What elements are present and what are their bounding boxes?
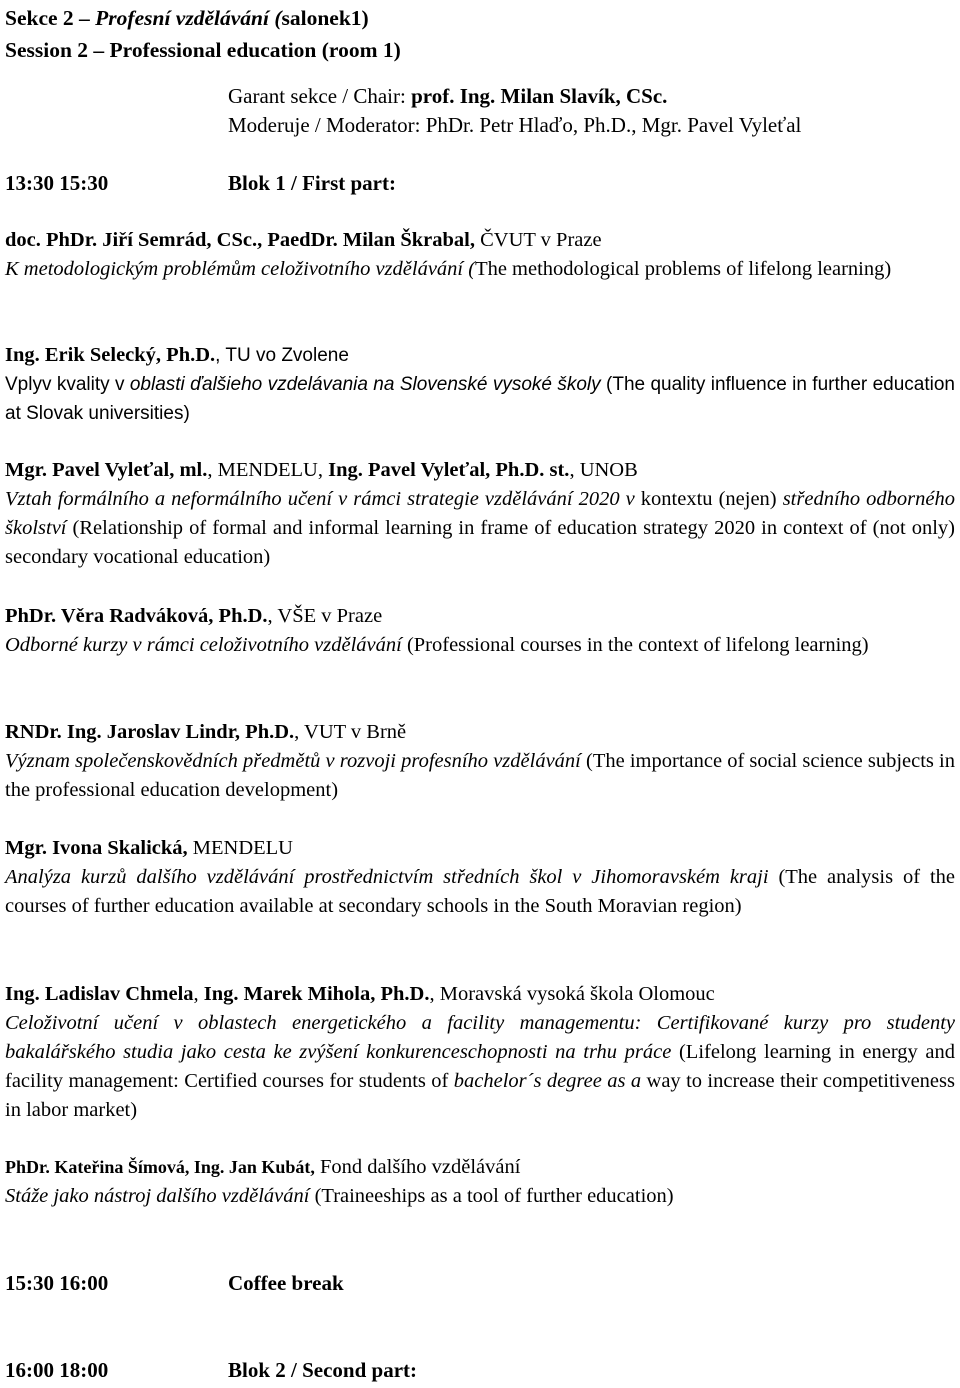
talk-6	[5, 834, 955, 921]
talk-title: Analýza kurzů dalšího vzdělávání prostřednictvím středních škol v Jihomoravském kraji (The analysis of the courses of further education available at secondary schools in the South Moravian region)	[5, 866, 955, 917]
break-row	[5, 1268, 344, 1298]
talk-authors: PhDr. Věra Radváková, Ph.D., VŠE v Praze	[5, 605, 383, 627]
talk-authors: Mgr. Ivona Skalická, MENDELU	[5, 837, 293, 859]
talk-title: Celoživotní učení v oblastech energetického a facility managementu: Certifikované kurzy pro studenty bakalářského studia jako cesta ke zvýšení konkurenceschopnosti na trhu práce (Lifelong learning in energy and facility management: Certified courses for students of bachelor´s degree as a way to increase their competitiveness in labor market)	[5, 1012, 955, 1121]
section-title-en: Session 2 – Professional education (room 1)	[5, 38, 401, 62]
talk-title: Vplyv kvality v oblasti ďalšieho vzdelávania na Slovenské vysoké školy (The quality influence in further education at Slovak universities)	[5, 374, 955, 424]
chair-info	[228, 82, 801, 140]
chair-line: Garant sekce / Chair: prof. Ing. Milan Slavík, CSc.	[228, 84, 668, 108]
talk-8	[5, 1153, 955, 1211]
talk-authors: Ing. Erik Selecký, Ph.D., TU vo Zvolene	[5, 344, 349, 366]
block1-time: 13:30 15:30	[5, 171, 109, 195]
break-label: Coffee break	[228, 1271, 344, 1295]
block2-time: 16:00 18:00	[5, 1358, 109, 1382]
section-header	[5, 2, 401, 66]
break-time: 15:30 16:00	[5, 1271, 109, 1295]
talk-authors: doc. PhDr. Jiří Semrád, CSc., PaedDr. Milan Škrabal, ČVUT v Praze	[5, 229, 602, 251]
block1-row	[5, 168, 396, 198]
talk-5	[5, 718, 955, 805]
talk-authors: PhDr. Kateřina Šímová, Ing. Jan Kubát, Fond dalšího vzdělávání	[5, 1156, 521, 1178]
section-title-cz: Sekce 2 – Profesní vzdělávání (salonek1)	[5, 6, 369, 30]
talk-title: Význam společenskovědních předmětů v rozvoji profesního vzdělávání (The importance of social science subjects in the professional education development)	[5, 750, 955, 801]
talk-authors: Ing. Ladislav Chmela, Ing. Marek Mihola, Ph.D., Moravská vysoká škola Olomouc	[5, 983, 715, 1005]
talk-title: Vztah formálního a neformálního učení v rámci strategie vzdělávání 2020 v kontextu (nejen) středního odborného školství (Relationship of formal and informal learning in frame of education strategy 2020 in context of (not only) secondary vocational education)	[5, 488, 955, 568]
talk-2	[5, 341, 955, 428]
block2-label: Blok 2 / Second part:	[228, 1358, 418, 1382]
talk-4	[5, 602, 955, 660]
block2-row	[5, 1355, 417, 1385]
talk-7	[5, 980, 955, 1125]
talk-authors: RNDr. Ing. Jaroslav Lindr, Ph.D., VUT v Brně	[5, 721, 407, 743]
block1-label: Blok 1 / First part:	[228, 171, 396, 195]
talk-1	[5, 226, 955, 284]
talk-3	[5, 456, 955, 572]
talk-authors: Mgr. Pavel Vyleťal, ml., MENDELU, Ing. Pavel Vyleťal, Ph.D. st., UNOB	[5, 459, 638, 481]
talk-title: Odborné kurzy v rámci celoživotního vzdělávání (Professional courses in the context of lifelong learning)	[5, 634, 869, 656]
talk-title: K metodologickým problémům celoživotního vzdělávání (The methodological problems of lifelong learning)	[5, 258, 892, 280]
talk-title: Stáže jako nástroj dalšího vzdělávání (Traineeships as a tool of further education)	[5, 1185, 674, 1207]
moderator-line: Moderuje / Moderator: PhDr. Petr Hlaďo, Ph.D., Mgr. Pavel Vyleťal	[228, 113, 802, 137]
